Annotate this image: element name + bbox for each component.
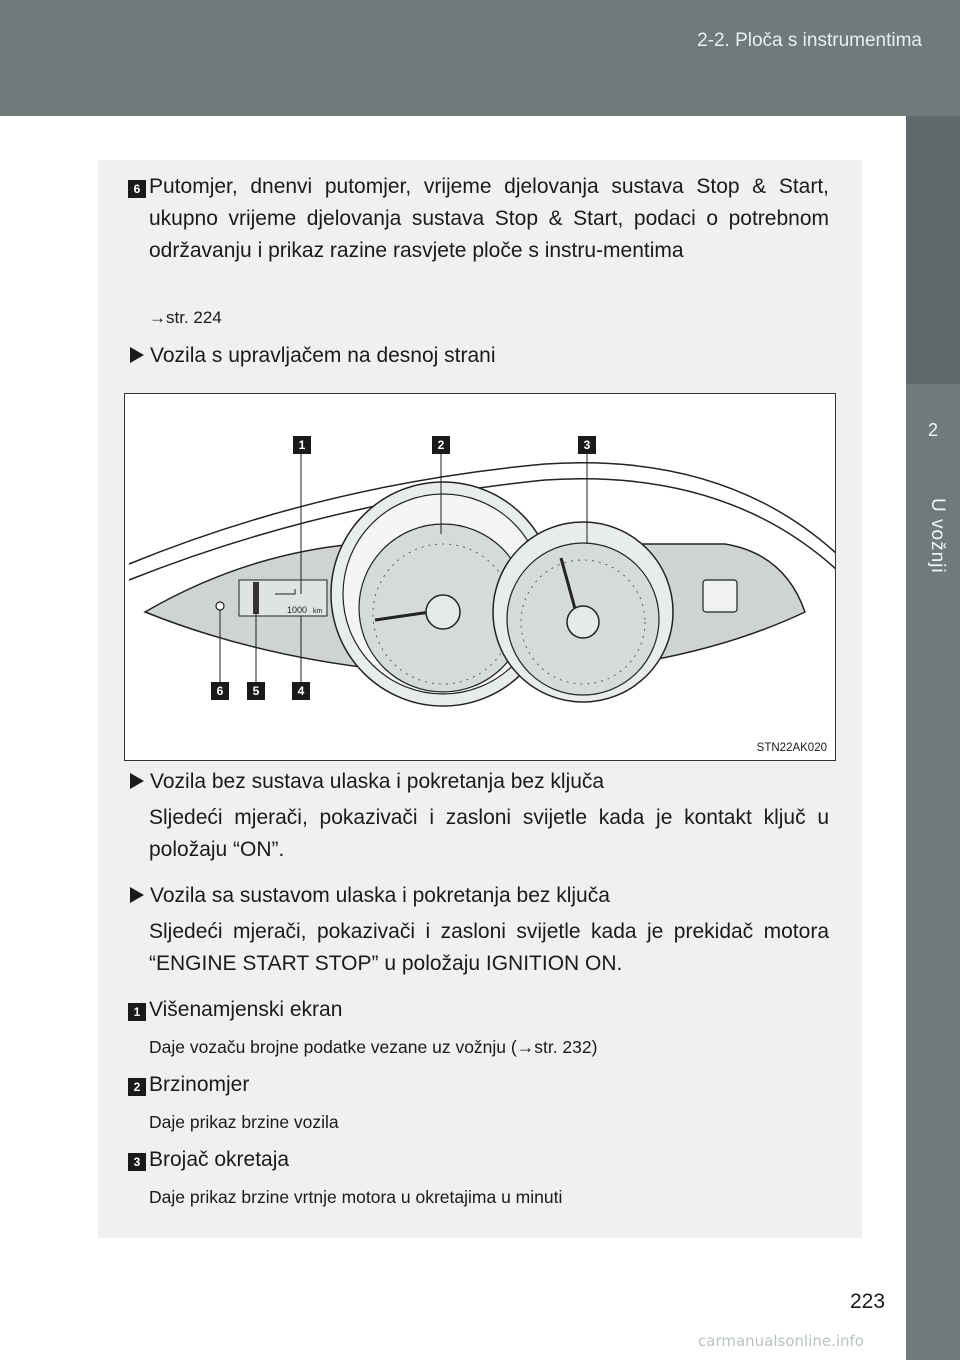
triangle-bullet-icon [130,773,144,789]
item1-description: Daje vozaču brojne podatke vezane uz vožnju (→str. 232) [149,1037,598,1057]
header-band [0,0,960,116]
triangle-bullet-icon [130,887,144,903]
instrument-cluster-figure [124,393,836,761]
page-number: 223 [850,1290,886,1313]
instrument-cluster-illustration [125,394,836,761]
svg-text:1: 1 [298,438,306,452]
figure-code: STN22AK020 [756,742,827,754]
svg-text:4: 4 [297,684,305,698]
callout-badge-6: 6 [128,180,146,198]
no-keyless-heading: Vozila bez sustava ulaska i pokretanja bez ključa [130,770,604,794]
callout-badge-3: 3 [128,1153,146,1171]
item3-description: Daje prikaz brzine vrtnje motora u okretajima u minuti [149,1187,563,1207]
item2-title: Brzinomjer [149,1073,250,1096]
callout-badge-2: 2 [128,1078,146,1096]
item2-description: Daje prikaz brzine vozila [149,1112,339,1132]
item1-title: Višenamjenski ekran [149,998,343,1021]
rhd-heading: Vozila s upravljačem na desnoj strani [130,344,496,368]
item3-title: Brojač okretaja [149,1148,290,1171]
item6-page-ref[interactable]: →str. 224 [149,308,222,327]
no-keyless-text: Sljedeći mjerači, pokazivači i zasloni svijetle kada je kontakt ključ u položaju “ON”. [149,806,829,861]
keyless-heading: Vozila sa sustavom ulaska i pokretanja bez ključa [130,884,610,908]
svg-text:6: 6 [216,684,224,698]
svg-text:2: 2 [437,438,445,452]
keyless-text: Sljedeći mjerači, pokazivači i zasloni svijetle kada je prekidač motora “ENGINE START STOP” u položaju IGNITION ON. [149,920,829,975]
display-odometer: 1000 [287,605,308,615]
chapter-number: 2 [927,420,938,440]
section-title: 2-2. Ploča s instrumentima [697,30,922,51]
item6-description: Putomjer, dnenvi putomjer, vrijeme djelovanja sustava Stop & Start, ukupno vrijeme djelovanja sustava Stop & Start, podaci o potrebnom održavanju i prikaz razine rasvjete ploče s instru-mentima [149,175,829,262]
watermark[interactable]: carmanualsonline.info [698,1332,864,1350]
svg-text:5: 5 [252,684,260,698]
chapter-label: U vožnji [927,498,948,574]
chapter-tab-top [906,116,960,384]
svg-text:3: 3 [583,438,591,452]
triangle-bullet-icon [130,347,144,363]
display-unit: km [313,608,323,615]
callout-badge-1: 1 [128,1003,146,1021]
